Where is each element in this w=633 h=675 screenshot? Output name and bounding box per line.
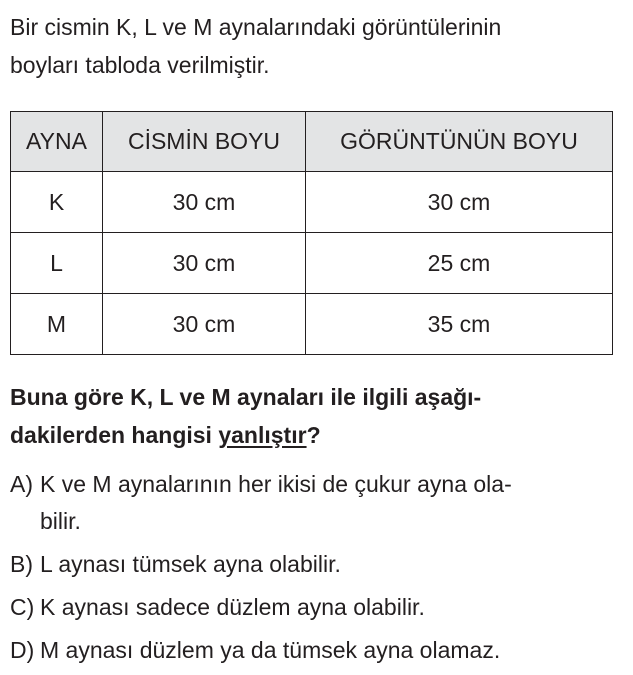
question-line-2: [10, 416, 625, 454]
option-d-text: M aynası düzlem ya da tümsek ayna olamaz.: [40, 637, 501, 663]
table-header-row: [11, 112, 613, 172]
cell-image-height: 25 cm: [306, 233, 613, 294]
question-text: [10, 378, 625, 454]
cell-object-height: 30 cm: [103, 172, 306, 233]
option-b-text: L aynası tümsek ayna olabilir.: [40, 551, 341, 577]
option-b[interactable]: [10, 546, 625, 583]
cell-object-height: 30 cm: [103, 233, 306, 294]
question-line-1: Buna göre K, L ve M aynaları ile ilgili aşağı-: [10, 384, 482, 410]
answer-options: [10, 466, 625, 675]
option-d-letter: D): [10, 637, 35, 663]
table-row: [11, 294, 613, 355]
option-a-letter: A): [10, 471, 33, 497]
header-cismin-boyu: CİSMİN BOYU: [103, 112, 306, 172]
intro-line-2: boyları tabloda verilmiştir.: [10, 52, 270, 78]
mirror-data-table: [10, 111, 613, 355]
header-goruntunun-boyu: GÖRÜNTÜNÜN BOYU: [306, 112, 613, 172]
table-row: [11, 172, 613, 233]
table-body: [11, 172, 613, 355]
option-c[interactable]: [10, 589, 625, 626]
cell-mirror: K: [11, 172, 103, 233]
question-emphasis: yanlıştır: [218, 422, 307, 448]
intro-text: [10, 8, 625, 84]
table-header: [11, 112, 613, 172]
option-c-text: K aynası sadece düzlem ayna olabilir.: [40, 594, 425, 620]
header-ayna: AYNA: [11, 112, 103, 172]
question-mark: ?: [306, 422, 321, 448]
intro-line-1: Bir cismin K, L ve M aynalarındaki görüntülerinin: [10, 14, 502, 40]
option-a[interactable]: [10, 466, 625, 540]
question-line-2-start: dakilerden hangisi: [10, 422, 219, 448]
cell-object-height: 30 cm: [103, 294, 306, 355]
cell-image-height: 35 cm: [306, 294, 613, 355]
table-row: [11, 233, 613, 294]
option-d[interactable]: [10, 632, 625, 669]
option-a-text-line-2: bilir.: [40, 508, 81, 534]
option-b-letter: B): [10, 551, 33, 577]
cell-mirror: L: [11, 233, 103, 294]
cell-mirror: M: [11, 294, 103, 355]
option-c-letter: C): [10, 594, 35, 620]
cell-image-height: 30 cm: [306, 172, 613, 233]
option-a-text-line-1: K ve M aynalarının her ikisi de çukur ayna ola-: [40, 471, 512, 497]
